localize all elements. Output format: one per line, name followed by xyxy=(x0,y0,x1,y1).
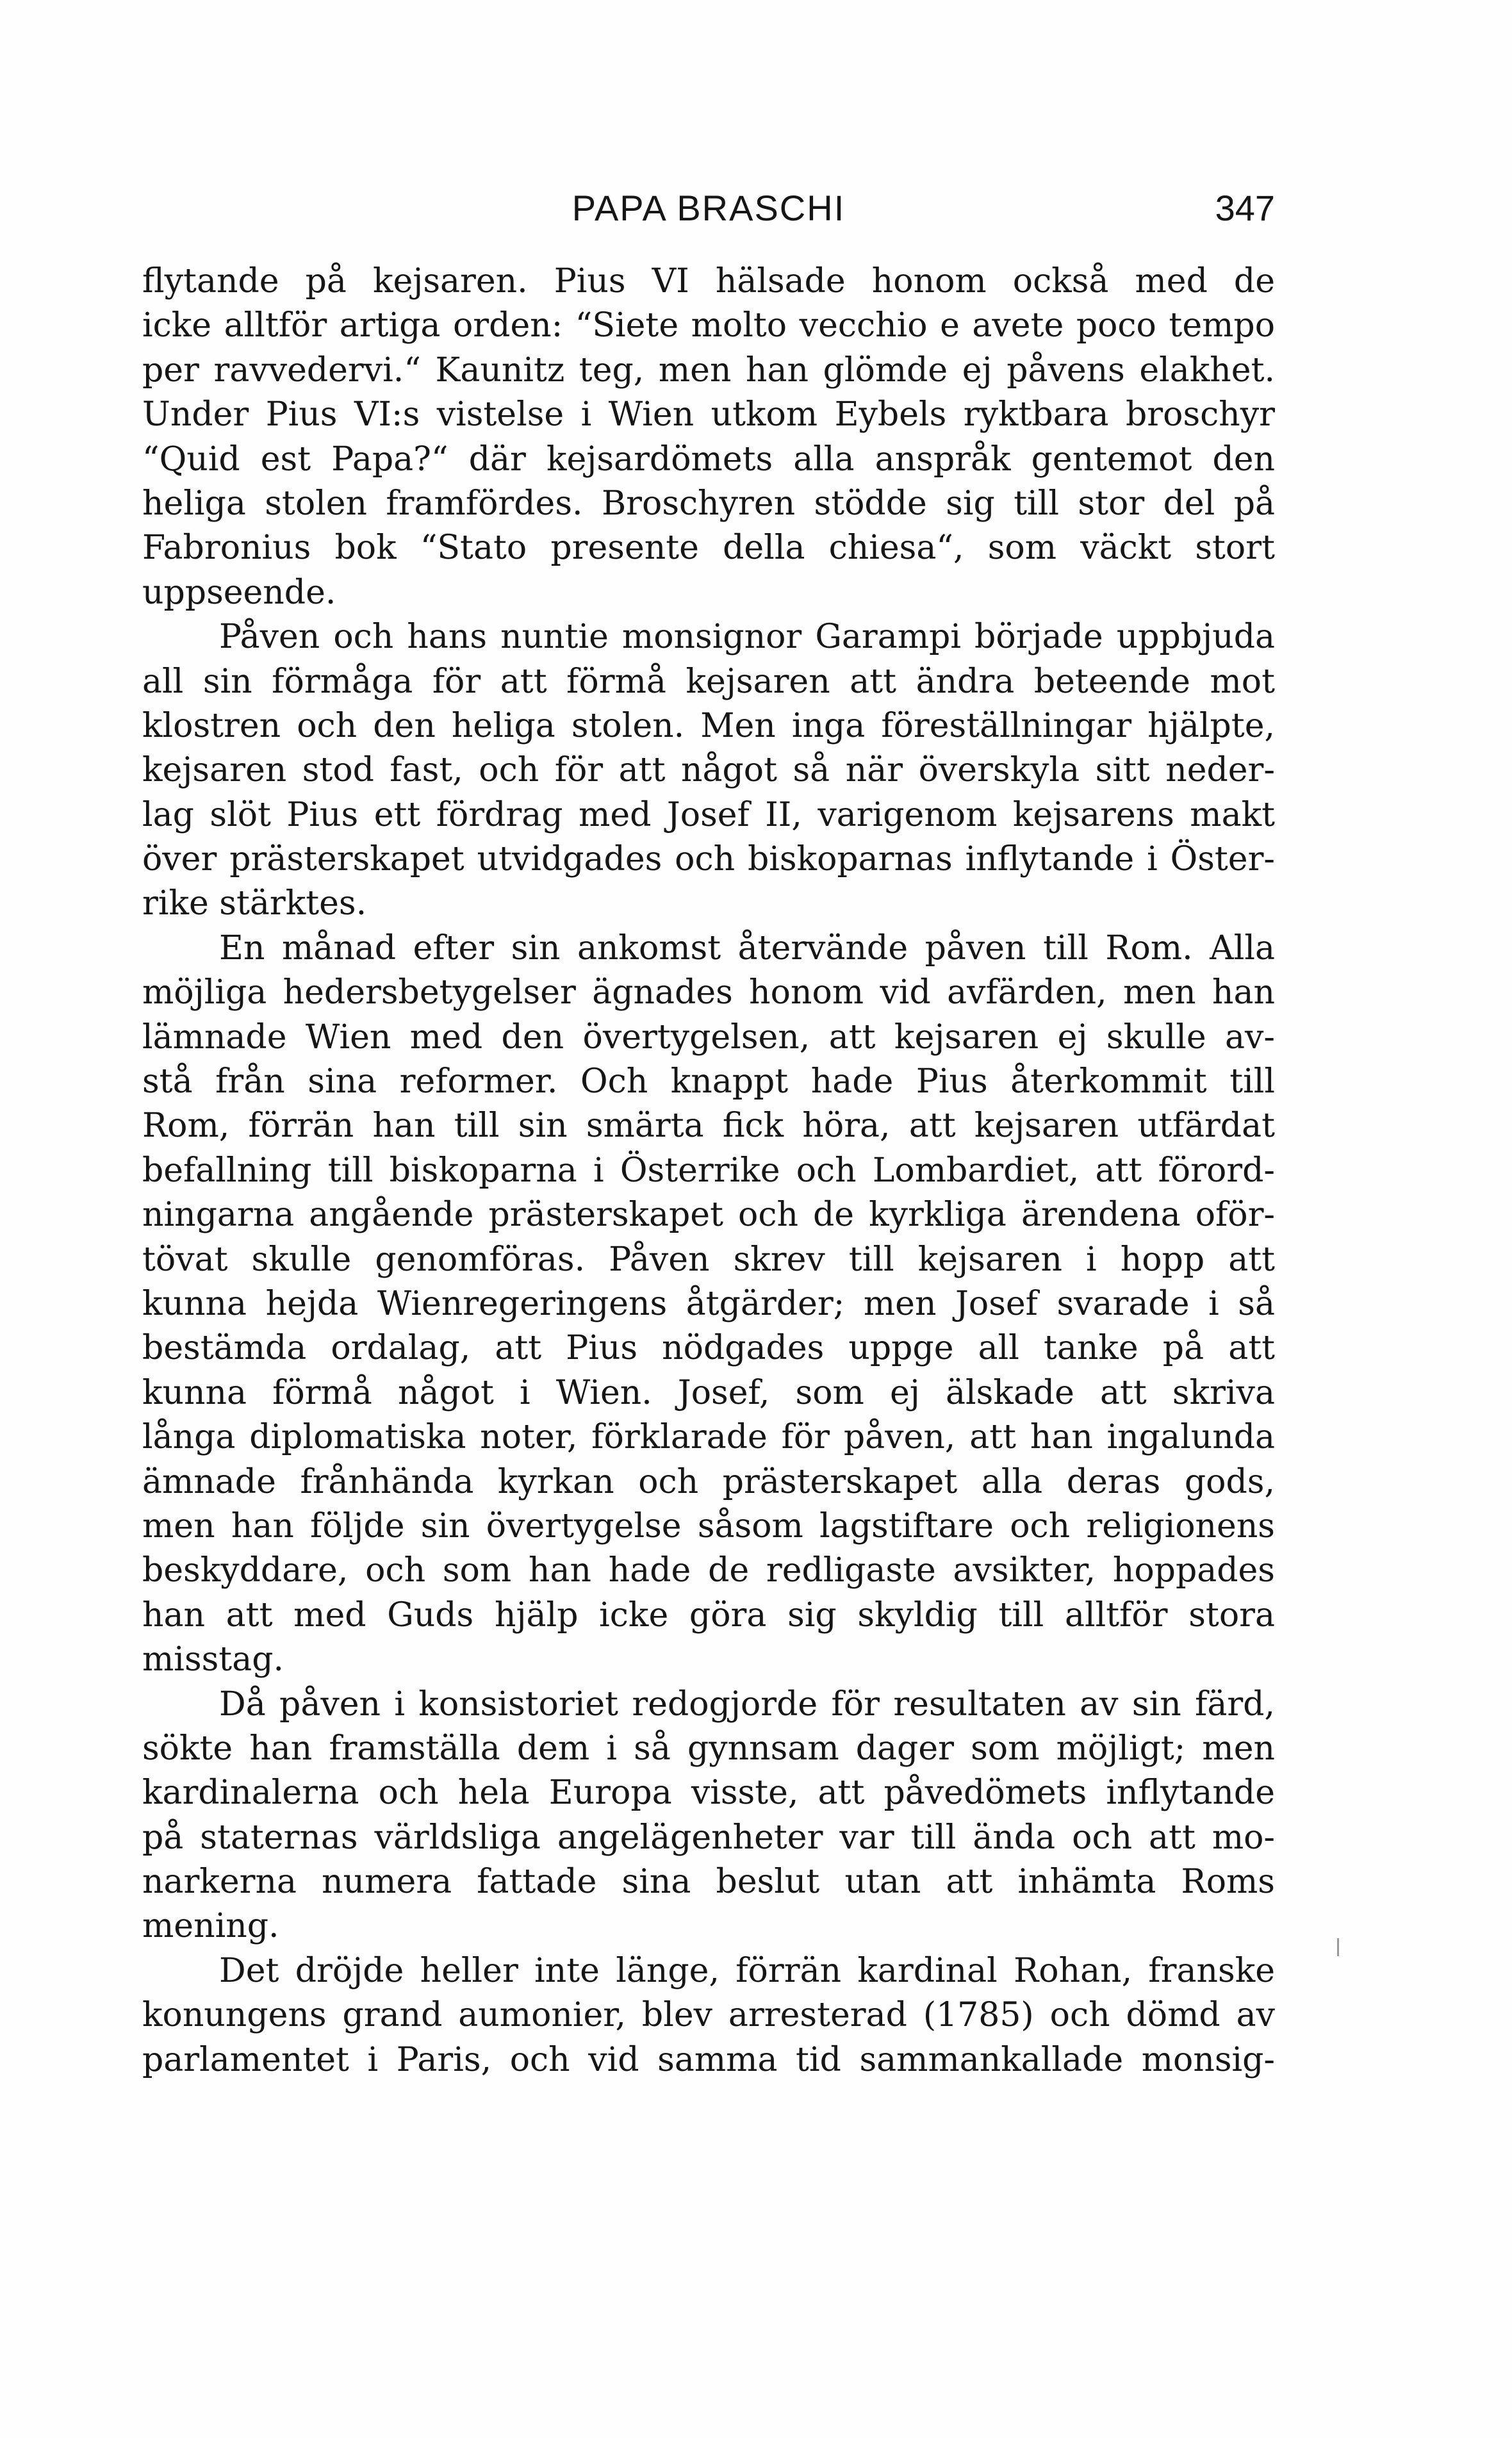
text-line: möjliga hedersbetygelser ägnades honom vid avfärden, men han xyxy=(142,973,1275,1012)
text-line: heliga stolen framfördes. Broschyren stödde sig till stor del på xyxy=(142,484,1275,523)
text-line: kunna förmå något i Wien. Josef, som ej älskade att skriva xyxy=(142,1373,1275,1412)
text-line: beskyddare, och som han hade de redligaste avsikter, hoppades xyxy=(142,1551,1275,1590)
text-line: narkerna numera fattade sina beslut utan att inhämta Roms xyxy=(142,1863,1275,1902)
text-line: per ravvedervi.“ Kaunitz teg, men han glömde ej påvens elakhet. xyxy=(142,350,1275,390)
text-line: långa diplomatiska noter, förklarade för påven, att han ingalunda xyxy=(142,1418,1275,1457)
text-line: kunna hejda Wienregeringens åtgärder; men Josef svarade i så xyxy=(142,1284,1275,1323)
text-line: flytande på kejsaren. Pius VI hälsade honom också med de xyxy=(142,262,1275,301)
text-line: men han följde sin övertygelse såsom lagstiftare och religionens xyxy=(142,1506,1275,1545)
running-title: PAPA BRASCHI xyxy=(571,188,846,228)
text-line: lag slöt Pius ett fördrag med Josef II, varigenom kejsarens makt xyxy=(142,795,1275,834)
margin-mark xyxy=(1337,1938,1339,1956)
text-line: sökte han framställa dem i så gynnsam dager som möjligt; men xyxy=(142,1729,1275,1768)
text-line: parlamentet i Paris, och vid samma tid sammankallade monsig- xyxy=(142,2040,1275,2079)
text-line: mening. xyxy=(142,1907,279,1946)
text-line: stå från sina reformer. Och knappt hade Pius återkommit till xyxy=(142,1062,1275,1101)
text-line: tövat skulle genomföras. Påven skrev till kejsaren i hopp att xyxy=(142,1240,1275,1279)
text-line: befallning till biskoparna i Österrike och Lombardiet, att förord- xyxy=(142,1151,1275,1190)
text-line: ämnade frånhända kyrkan och prästerskapet alla deras gods, xyxy=(142,1462,1275,1501)
text-line: misstag. xyxy=(142,1640,284,1679)
text-line: Fabronius bok “Stato presente della chiesa“, som väckt stort xyxy=(142,529,1275,568)
text-line: Påven och hans nuntie monsignor Garampi började uppbjuda xyxy=(219,618,1275,657)
text-line: Det dröjde heller inte länge, förrän kardinal Rohan, franske xyxy=(219,1951,1275,1990)
text-line: klostren och den heliga stolen. Men inga föreställningar hjälpte, xyxy=(142,706,1275,745)
text-line: ningarna angående prästerskapet och de kyrkliga ärendena oför- xyxy=(142,1196,1275,1235)
text-line: konungens grand aumonier, blev arresterad (1785) och dömd av xyxy=(142,1996,1275,2035)
text-line: Då påven i konsistoriet redogjorde för resultaten av sin färd, xyxy=(219,1684,1275,1724)
body-text xyxy=(142,259,1275,2082)
text-line: rike stärktes. xyxy=(142,884,367,923)
text-line: på staternas världsliga angelägenheter var till ända och att mo- xyxy=(142,1818,1275,1857)
page-header xyxy=(142,186,1275,237)
text-line: all sin förmåga för att förmå kejsaren att ändra beteende mot xyxy=(142,662,1275,701)
text-line: bestämda ordalag, att Pius nödgades uppge all tanke på att xyxy=(142,1329,1275,1368)
text-line: han att med Guds hjälp icke göra sig skyldig till alltför stora xyxy=(142,1595,1275,1635)
page-number: 347 xyxy=(1215,188,1275,228)
text-line: över prästerskapet utvidgades och biskoparnas inflytande i Öster- xyxy=(142,840,1275,879)
text-line: “Quid est Papa?“ där kejsardömets alla anspråk gentemot den xyxy=(142,440,1275,479)
text-line: lämnade Wien med den övertygelsen, att kejsaren ej skulle av- xyxy=(142,1017,1275,1057)
text-line: kejsaren stod fast, och för att något så när överskyla sitt neder- xyxy=(142,751,1275,790)
text-line: uppseende. xyxy=(142,573,336,612)
text-line: icke alltför artiga orden: “Siete molto vecchio e avete poco tempo xyxy=(142,306,1275,345)
text-line: Rom, förrän han till sin smärta fick höra, att kejsaren utfärdat xyxy=(142,1107,1275,1146)
text-line: Under Pius VI:s vistelse i Wien utkom Eybels ryktbara broschyr xyxy=(142,395,1275,434)
text-line: kardinalerna och hela Europa visste, att påvedömets inflytande xyxy=(142,1774,1275,1813)
text-line: En månad efter sin ankomst återvände påven till Rom. Alla xyxy=(219,928,1275,968)
